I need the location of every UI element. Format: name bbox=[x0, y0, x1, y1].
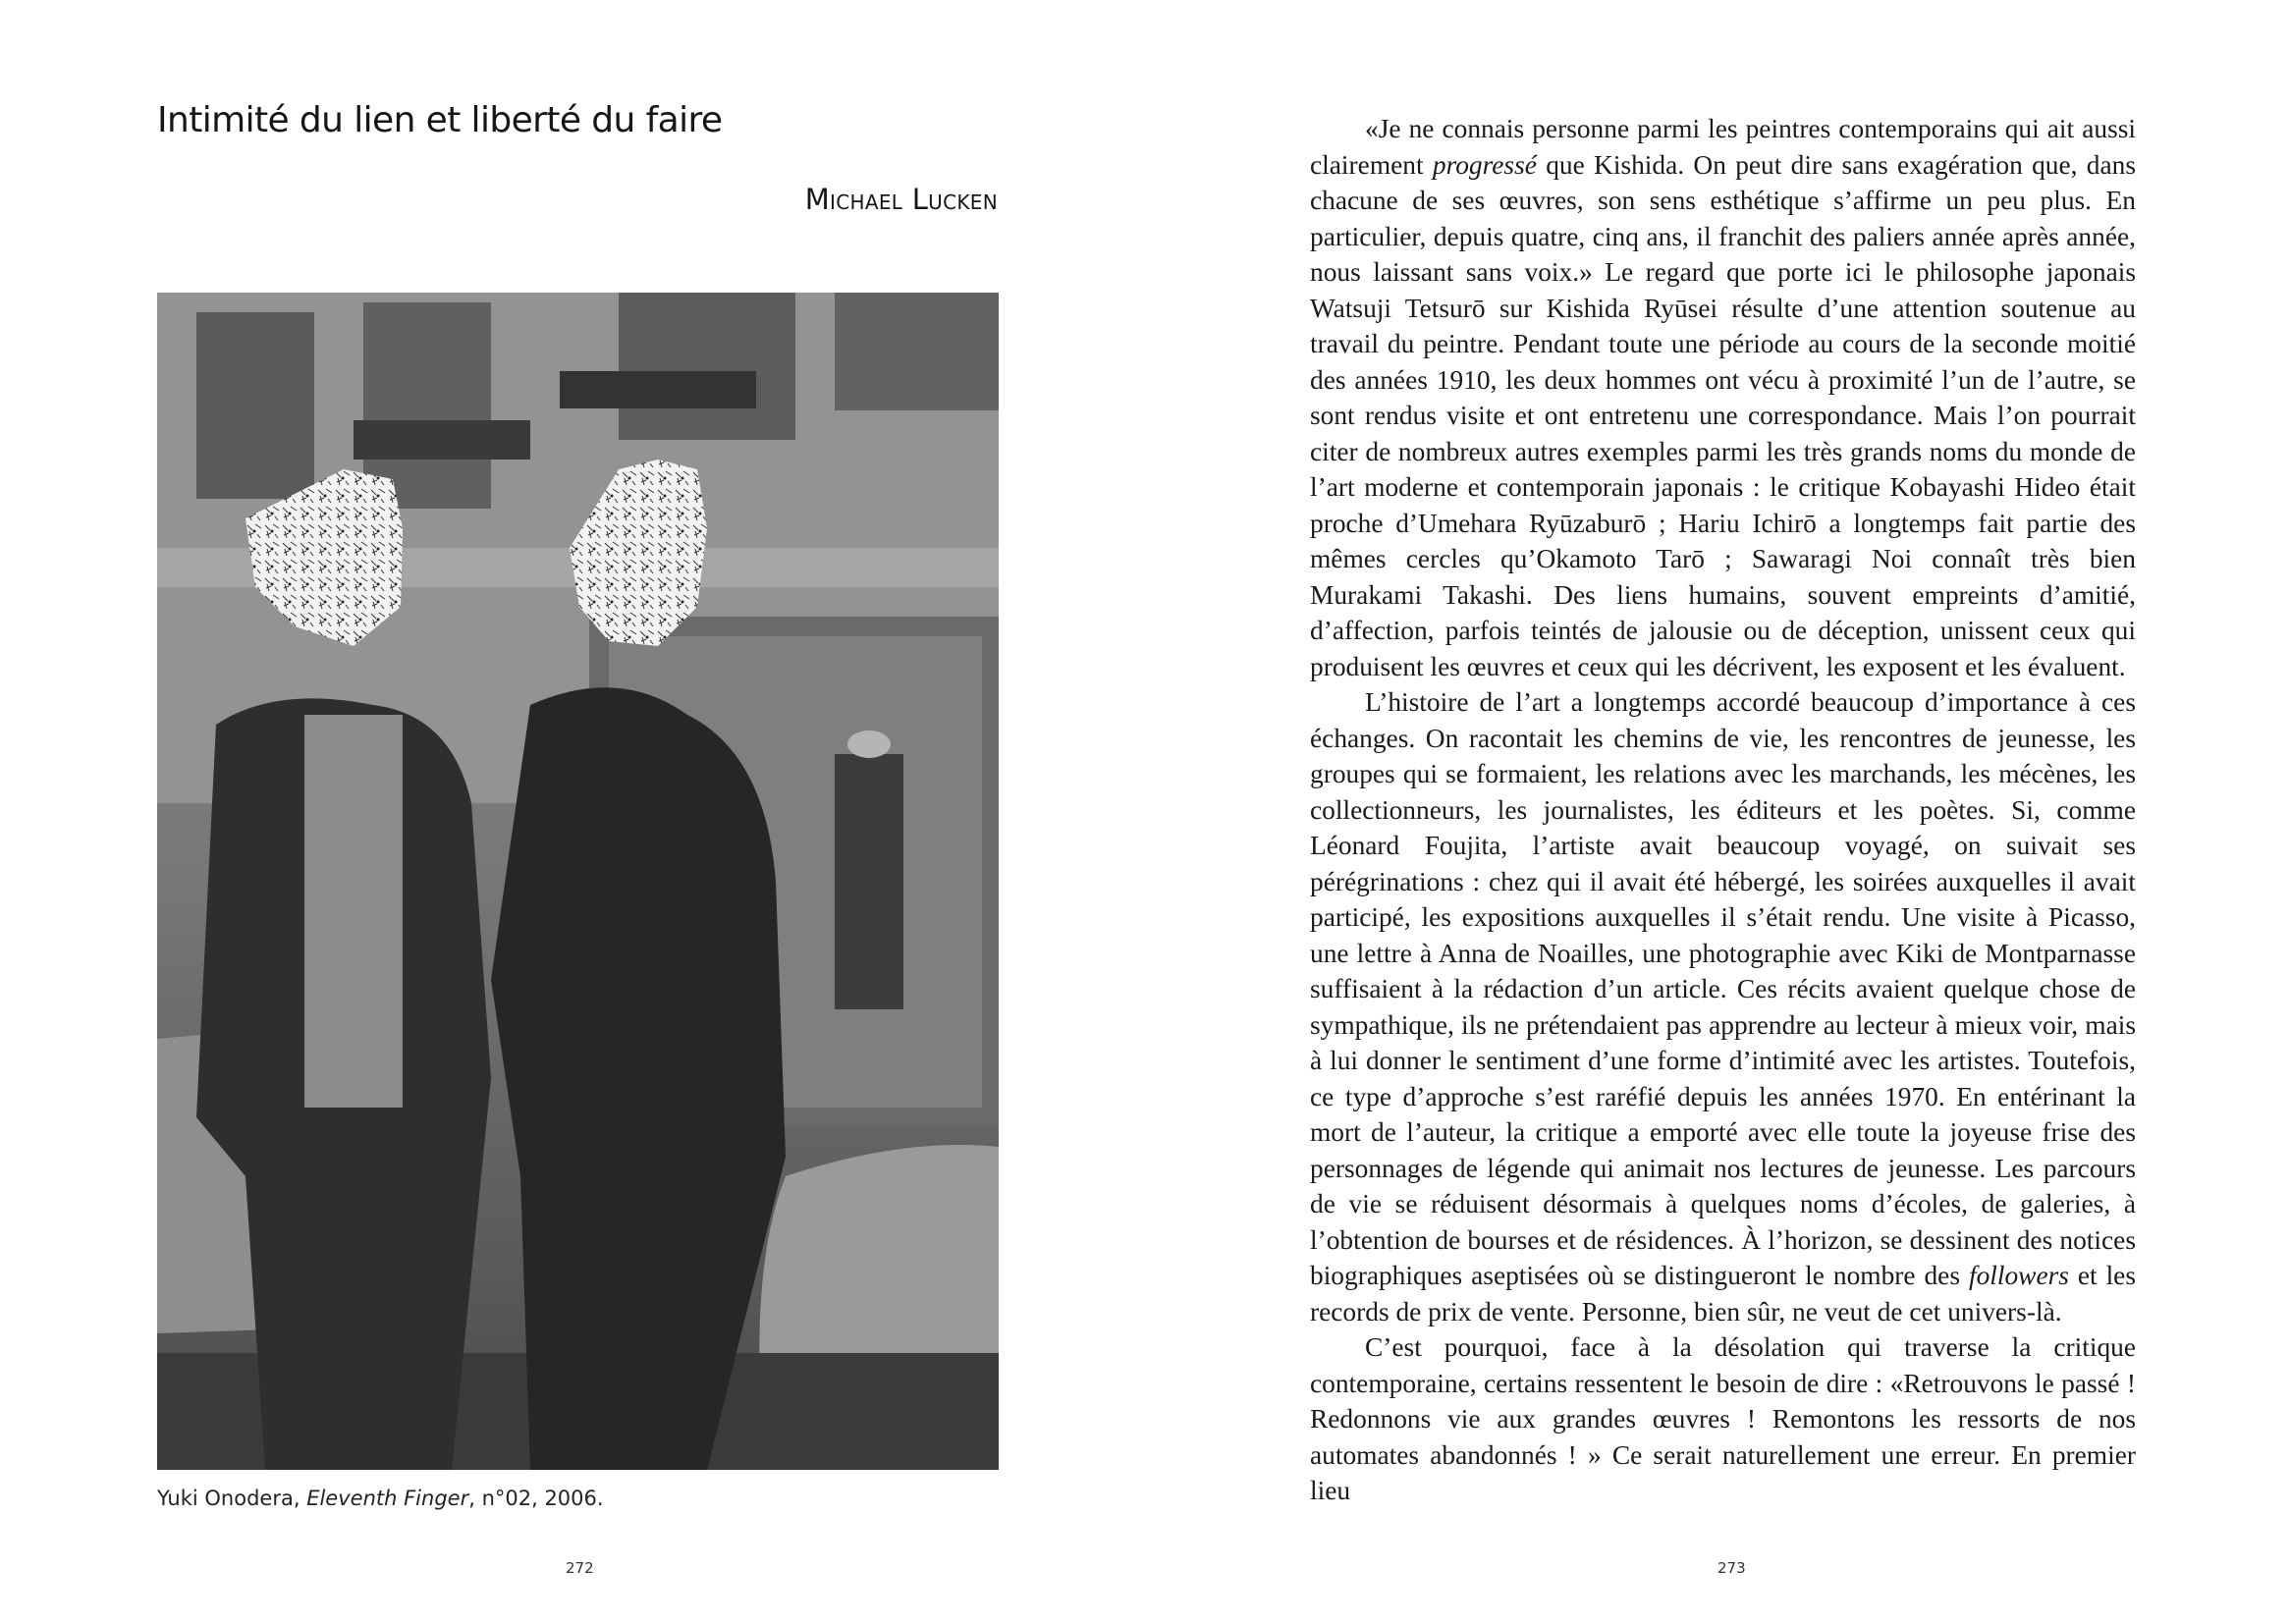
paragraph-2-rest: et les records de prix de vente. Personne, bien sûr, ne veut de cet univers-là. bbox=[1310, 1261, 2136, 1326]
paragraph-2-start: L’histoire de l’art a longtemps accordé beaucoup d’importance à ces échanges. On racontait les chemins de vie, les rencontres de jeunesse, les groupes qui se formaient, les relations avec les marchands, les mécènes, les collectionneurs, les journalistes, les éditeurs et les poètes. Si, comme Léonard Foujita, l’artiste avait beaucoup voyagé, on suivait ses pérégrinations : chez qui il avait été hébergé, les soirées auxquelles il avait participé, les expositions auxquelles il s’était rendu. Une visite à Picasso, une lettre à Anna de Noailles, une photographie avec Kiki de Montparnasse suffisaient à la rédaction d’un article. Ces récits avaient quelque chose de sympathique, ils ne prétendaient pas apprendre au lecteur à mieux voir, mais à lui donner le sentiment d’une forme d’intimité avec les artistes. Toutefois, ce type d’approche s’est raréfié depuis les années 1970. En entérinant la mort de l’auteur, la critique a emporté avec elle toute la joyeuse frise des personnages de légende qui animait nos lectures de jeunesse. Les parcours de vie se réduisent désormais à quelques noms d’écoles, de galeries, à l’obtention de bourses et de résidences. À l’horizon, se dessinent des notices biographiques aseptisées où se distingueront le nombre des bbox=[1310, 687, 2136, 1290]
photo-caption bbox=[157, 1487, 604, 1510]
paragraph-2-italic: followers bbox=[1968, 1261, 2069, 1290]
paragraph-1-italic: progressé bbox=[1432, 149, 1537, 180]
paragraph-1-rest: que Kishida. On peut dire sans exagération que, dans chacune de ses œuvres, son sens esthétique s’affirme un peu plus. En particulier, depuis quatre, cinq ans, il franchit des paliers année après année, nous laissant sans voix.» Le regard que porte ici le philosophe japonais Watsuji Tetsurō sur Kishida Ryūsei résulte d’une attention soutenue au travail du peintre. Pendant toute une période au cours de la seconde moitié des années 1910, les deux hommes ont vécu à proximité l’un de l’autre, se sont rendus visite et ont entretenu une correspondance. Mais l’on pourrait citer de nombreux autres exemples parmi les très grands noms du monde de l’art moderne et contemporain japonais : le critique Kobayashi Hideo était proche d’Umehara Ryūzaburō ; Hariu Ichirō a longtemps fait partie des mêmes cercles qu’Okamoto Tarō ; Sawaragi Noi connaît très bien Murakami Takashi. Des liens humains, souvent empreints d’amitié, d’affection, parfois teintés de jalousie ou de déception, unissent ceux qui produisent les œuvres et ceux qui les décrivent, les exposent et les évaluent. bbox=[1310, 149, 2136, 681]
paragraph-1 bbox=[1310, 111, 2136, 684]
photo-illustration bbox=[157, 293, 999, 1470]
paragraph-3 bbox=[1310, 1329, 2136, 1509]
page-number-left: 272 bbox=[566, 1559, 594, 1577]
page-number-right: 273 bbox=[1717, 1559, 1746, 1577]
left-page bbox=[0, 0, 1144, 1624]
caption-details: , n°02, 2006. bbox=[468, 1487, 604, 1510]
artwork-photo bbox=[157, 293, 999, 1470]
paragraph-1-start: «Je ne connais personne parmi les peintres contemporains qui ait aussi clairement bbox=[1310, 114, 2136, 180]
paragraph-3-text: C’est pourquoi, face à la désolation qui traverse la critique contemporaine, certains ressentent le besoin de dire : «Retrouvons le passé ! Redonnons vie aux grandes œuvres ! Remontons les ressorts de nos automates abandonnés ! » Ce serait naturellement une erreur. En premier lieu bbox=[1310, 1332, 2136, 1505]
caption-artist: Yuki Onodera, bbox=[157, 1487, 307, 1510]
body-text bbox=[1310, 111, 2136, 1509]
paragraph-2 bbox=[1310, 684, 2136, 1329]
caption-work-title: Eleventh Finger bbox=[306, 1487, 469, 1510]
right-page bbox=[1145, 0, 2289, 1624]
chapter-title: Intimité du lien et liberté du faire bbox=[157, 100, 723, 140]
author-name: Michael Lucken bbox=[804, 183, 998, 216]
